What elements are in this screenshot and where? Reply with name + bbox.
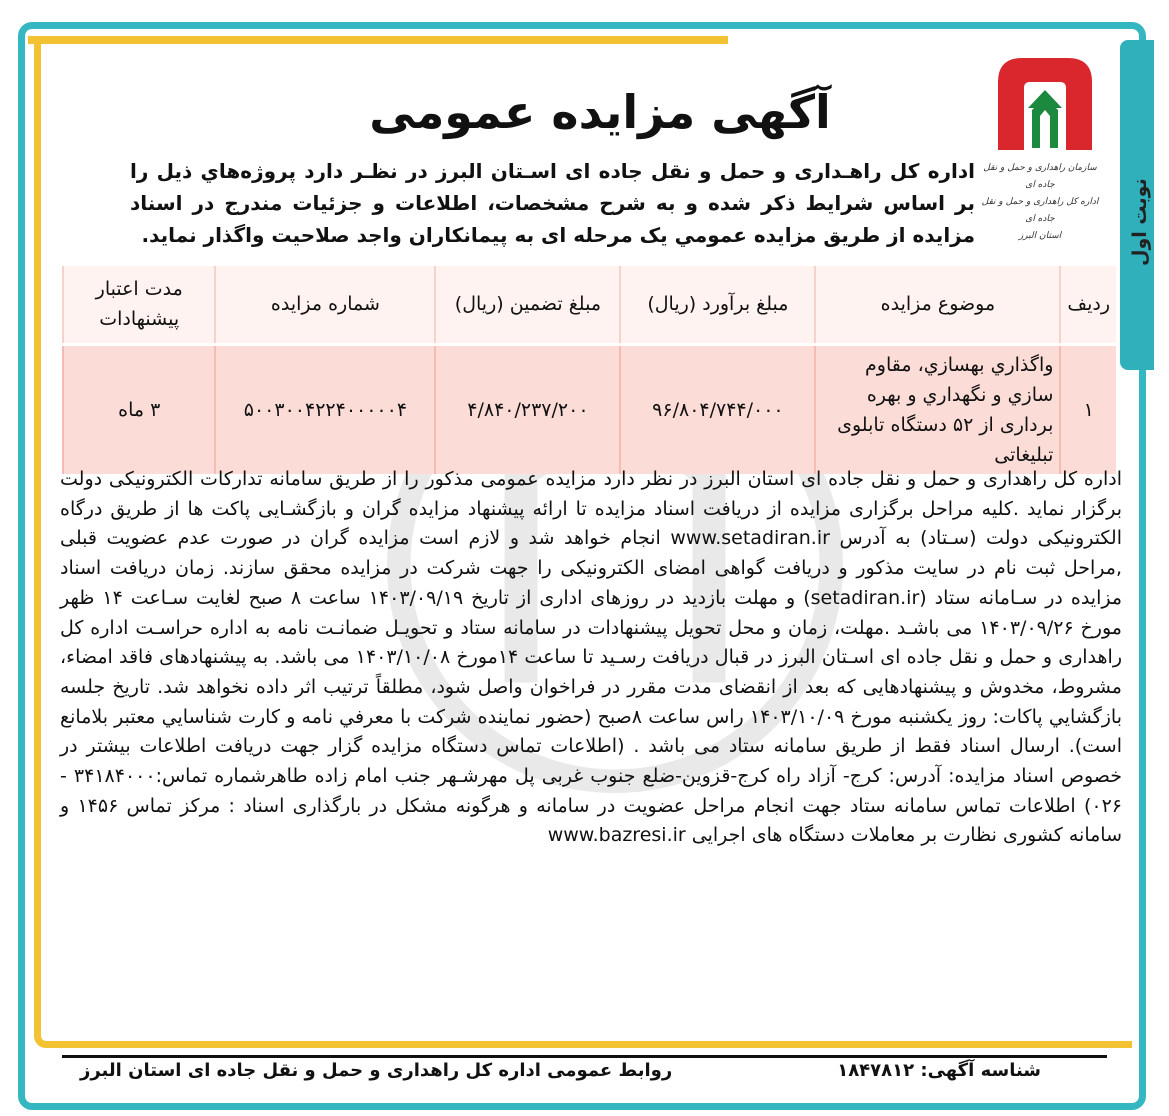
road-org-logo <box>990 48 1100 158</box>
cell-subject: واگذاري بهسازي، مقاوم سازي و نگهداري و بهره برداری از ۵۲ دستگاه تابلوی تبلیغاتی <box>815 344 1060 474</box>
org-line-3: استان البرز <box>1018 231 1062 241</box>
cell-number: ۵۰۰۳۰۰۴۲۲۴۰۰۰۰۰۴ <box>215 344 435 474</box>
org-line-1: سازمان راهداری و حمل و نقل جاده ای <box>983 163 1097 190</box>
top-yellow-strip <box>28 36 728 44</box>
col-row: ردیف <box>1060 266 1116 344</box>
org-line-2: اداره کل راهداری و حمل و نقل جاده ای <box>981 197 1099 224</box>
body-paragraph-opening: تاریخ جلسه بازگشايي پاکات: روز یکشنبه مورخ ۱۴۰۳/۱۰/۰۹ راس ساعت ۸صبح (حضور نماینده شرکت با معرفي نامه و کارت شناسايي معتبر بلامانع است). ارسال اسناد فقط از طريق سامانه ستاد می باشد . <box>60 675 1123 758</box>
round-label: نوبت اول <box>1129 178 1151 266</box>
intro-paragraph: اداره کل راهـداری و حمل و نقل جاده ای اسـتان البرز در نظـر دارد پروژه‌هاي ذیل را بر اساس شرايط ذکر شده و به شرح مشخصات، اطلاعات و جزئيات مندرج در اسناد مزايده از طريق مزايده عمومي يک مرحله ای به پيمانکاران واجد صلاحيت واگذار نمايد. <box>130 159 975 247</box>
body-paragraph-contact: (اطلاعات تماس دستگاه مزايده گزار جهت دریافت اطلاعات بیشتر در خصوص اسناد مزايده: آدرس: کرج- آزاد راه کرج-قزوین-ضلع جنوب غربی پل مهرشـهر جنب امام زاده طاهرشماره تماس:۳۴۱۸۴۰۰۰ - ۰۲۶) <box>60 735 1123 817</box>
col-estimate: مبلغ برآورد (ریال) <box>620 266 815 344</box>
cell-validity: ۳ ماه <box>63 344 215 474</box>
footer-divider <box>62 1055 1107 1058</box>
body-text <box>60 465 1122 851</box>
body-paragraph-main: اداره کل راهداری و حمل و نقل جاده ای استان البرز در نظر دارد مزایده عمومی مذکور را از طریق سامانه تدارکات الکترونیکی دولت برگزار نماید .کلیه مراحل برگزاری مزایده از دریافت اسناد مزایده تا ارائه پیشنهاد مزایده گران و بازگشـایی پاکت ها از طریق درگاه الکترونیکی دولت (سـتاد) به آدرس www.setadiran.ir انجام خواهد شد و لازم است مزایده گران در صورت عدم عضویت قبلی ,مراحل ثبت نام در سایت مذکور و دریافت گواهی امضای الکترونیکی را جهت شرکت در مزایده محقق سازند. زمان دریافت اسناد مزایده در سـامانه ستاد (setadiran.ir) و مهلت بازدید در روزهای اداری از تاریخ ۱۴۰۳/۰۹/۱۹ ساعت ۸ صبح لغایت سـاعت ۱۴ ظهر مورخ ۱۴۰۳/۰۹/۲۶ می باشـد .مهلت، زمان و محل تحویل پیشنهادات در سامانه ستاد و تحویـل ضمانـت نامه به اداره حراسـت اداره کل راهداری و حمل و نقل جاده ای اسـتان البرز در قبال دریافت رسـید تا ساعت ۱۴مورخ ۱۴۰۳/۱۰/۰۸ می باشد. به پیشنهادهای فاقد امضاء، مشروط، مخدوش و پیشنهادهایی که بعد از انقضای مدت مقرر در فراخوان واصل شود، مطلقاً ترتیب اثر داده نخواهد شد. <box>60 468 1123 698</box>
ad-id: شناسه آگهی: ۱۸۴۷۸۱۲ <box>837 1060 1041 1081</box>
publisher: روابط عمومی اداره کل راهداری و حمل و نقل جاده ای استان البرز <box>80 1060 673 1081</box>
cell-row: ۱ <box>1060 344 1116 474</box>
table-header-row <box>63 266 1116 344</box>
cell-guarantee: ۴/۸۴۰/۲۳۷/۲۰۰ <box>435 344 620 474</box>
col-number: شماره مزایده <box>215 266 435 344</box>
col-guarantee: مبلغ تضمین (ریال) <box>435 266 620 344</box>
col-subject: موضوع مزایده <box>815 266 1060 344</box>
auction-table <box>62 266 1116 474</box>
col-validity: مدت اعتبار پیشنهادات <box>63 266 215 344</box>
page-title: آگهی مزایده عمومی <box>369 85 831 139</box>
cell-estimate: ۹۶/۸۰۴/۷۴۴/۰۰۰ <box>620 344 815 474</box>
body-paragraph-setad: اطلاعات تماس سامانه ستاد جهت انجام مراحل عضویت در سامانه و هرگونه مشکل در بارگذاری اسناد : مرکز تماس ۱۴۵۶ و سامانه کشوری نظارت بر معاملات دستگاه های اجرایی www.bazresi.ir <box>60 794 1122 847</box>
table-row <box>63 344 1116 474</box>
org-name-lines <box>980 160 1100 245</box>
